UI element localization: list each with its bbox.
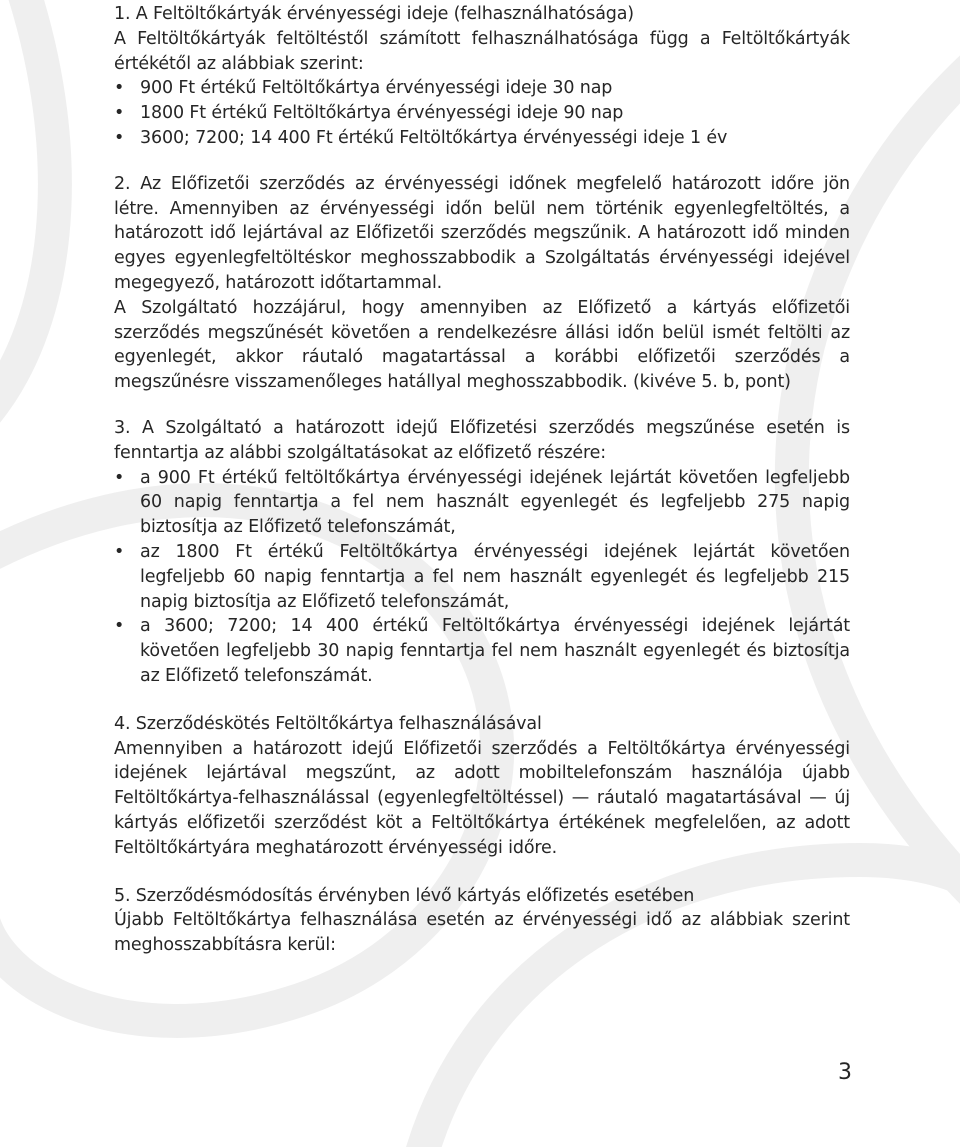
page-number: 3 bbox=[838, 1060, 852, 1085]
section-3-intro: 3. A Szolgáltató a határozott idejű Előfizetési szerződés megszűnése esetén is fenntartja az alábbi szolgáltatásokat az előfizető részére: bbox=[114, 417, 850, 463]
list-item-text: 3600; 7200; 14 400 Ft értékű Feltöltőkártya érvényességi ideje 1 év bbox=[140, 127, 728, 148]
section-1-intro: A Feltöltőkártyák feltöltéstől számított felhasználhatósága függ a Feltöltőkártyák értékétől az alábbiak szerint: bbox=[114, 28, 850, 74]
list-item bbox=[114, 614, 850, 688]
list-item bbox=[114, 540, 850, 614]
section-4-heading: 4. Szerződéskötés Feltöltőkártya felhasználásával bbox=[114, 713, 542, 734]
list-item bbox=[114, 101, 850, 126]
section-2-paragraph-1: 2. Az Előfizetői szerződés az érvényességi időnek megfelelő határozott időre jön létre. Amennyiben az érvényességi időn belül nem történik egyenlegfeltöltés, a határozott idő lejártával az Előfizetői szerződés megszűnik. A határozott idő minden egyes egyenlegfeltöltéskor meghosszabbodik a Szolgáltatás érvényességi idejével megegyező, határozott időtartammal. bbox=[114, 173, 850, 293]
section-4-paragraph: Amennyiben a határozott idejű Előfizetői szerződés a Feltöltőkártya érvényességi idejének lejártával megszűnt, az adott mobiltelefonszám használója újabb Feltöltőkártya-felhasználással (egyenlegfeltöltéssel) — ráutaló magatartásával — új kártyás előfizetői szerződést köt a Feltöltőkártya értékének megfelelően, az adott Feltöltőkártyára meghatározott érvényességi időre. bbox=[114, 738, 850, 858]
section-2-paragraph-2: A Szolgáltató hozzájárul, hogy amennyiben az Előfizető a kártyás előfizetői szerződés megszűnését követően a rendelkezésre állási időn belül ismét feltölti az egyenlegét, akkor ráutaló magatartással a korábbi előfizetői szerződés a megszűnésre visszamenőleges hatállyal meghosszabbodik. (kivéve 5. b, pont) bbox=[114, 297, 850, 393]
bullet-icon: • bbox=[114, 616, 125, 637]
list-item-text: 1800 Ft értékű Feltöltőkártya érvényességi ideje 90 nap bbox=[140, 103, 624, 124]
section-1-heading: 1. A Feltöltőkártyák érvényességi ideje (felhasználhatósága) bbox=[114, 4, 634, 24]
list-item bbox=[114, 76, 850, 101]
section-1 bbox=[114, 2, 850, 151]
section-5-heading: 5. Szerződésmódosítás érvényben lévő kártyás előfizetés esetében bbox=[114, 885, 695, 906]
bullet-icon: • bbox=[114, 103, 125, 124]
bullet-icon: • bbox=[114, 78, 125, 99]
bullet-icon: • bbox=[114, 127, 125, 148]
list-item-text: 900 Ft értékű Feltöltőkártya érvényességi ideje 30 nap bbox=[140, 78, 613, 99]
section-3-bullet-list bbox=[114, 466, 850, 689]
section-5-paragraph: Újabb Feltöltőkártya felhasználása esetén az érvényességi idő az alábbiak szerint meghosszabbításra kerül: bbox=[114, 910, 850, 956]
section-4 bbox=[114, 712, 850, 861]
section-1-bullet-list bbox=[114, 76, 850, 150]
list-item bbox=[114, 466, 850, 540]
list-item bbox=[114, 126, 850, 151]
section-2 bbox=[114, 172, 850, 395]
document-page bbox=[114, 2, 850, 958]
list-item-text: az 1800 Ft értékű Feltöltőkártya érvényességi idejének lejártát követően legfeljebb 60 napig fenntartja a fel nem használt egyenlegét és legfeljebb 215 napig biztosítja az Előfizető telefonszámát, bbox=[140, 541, 850, 612]
list-item-text: a 3600; 7200; 14 400 értékű Feltöltőkártya érvényességi idejének lejártát követően legfeljebb 30 napig fenntartja fel nem használt egyenlegét és biztosítja az Előfizető telefonszámát. bbox=[140, 616, 850, 686]
list-item-text: a 900 Ft értékű feltöltőkártya érvényességi idejének lejártát követően legfeljebb 60 napig fenntartja a fel nem használt egyenlegét és legfeljebb 275 napig biztosítja az Előfizető telefonszámát, bbox=[140, 467, 850, 538]
section-5 bbox=[114, 884, 850, 958]
bullet-icon: • bbox=[114, 541, 125, 562]
bullet-icon: • bbox=[114, 467, 125, 488]
section-3 bbox=[114, 416, 850, 689]
